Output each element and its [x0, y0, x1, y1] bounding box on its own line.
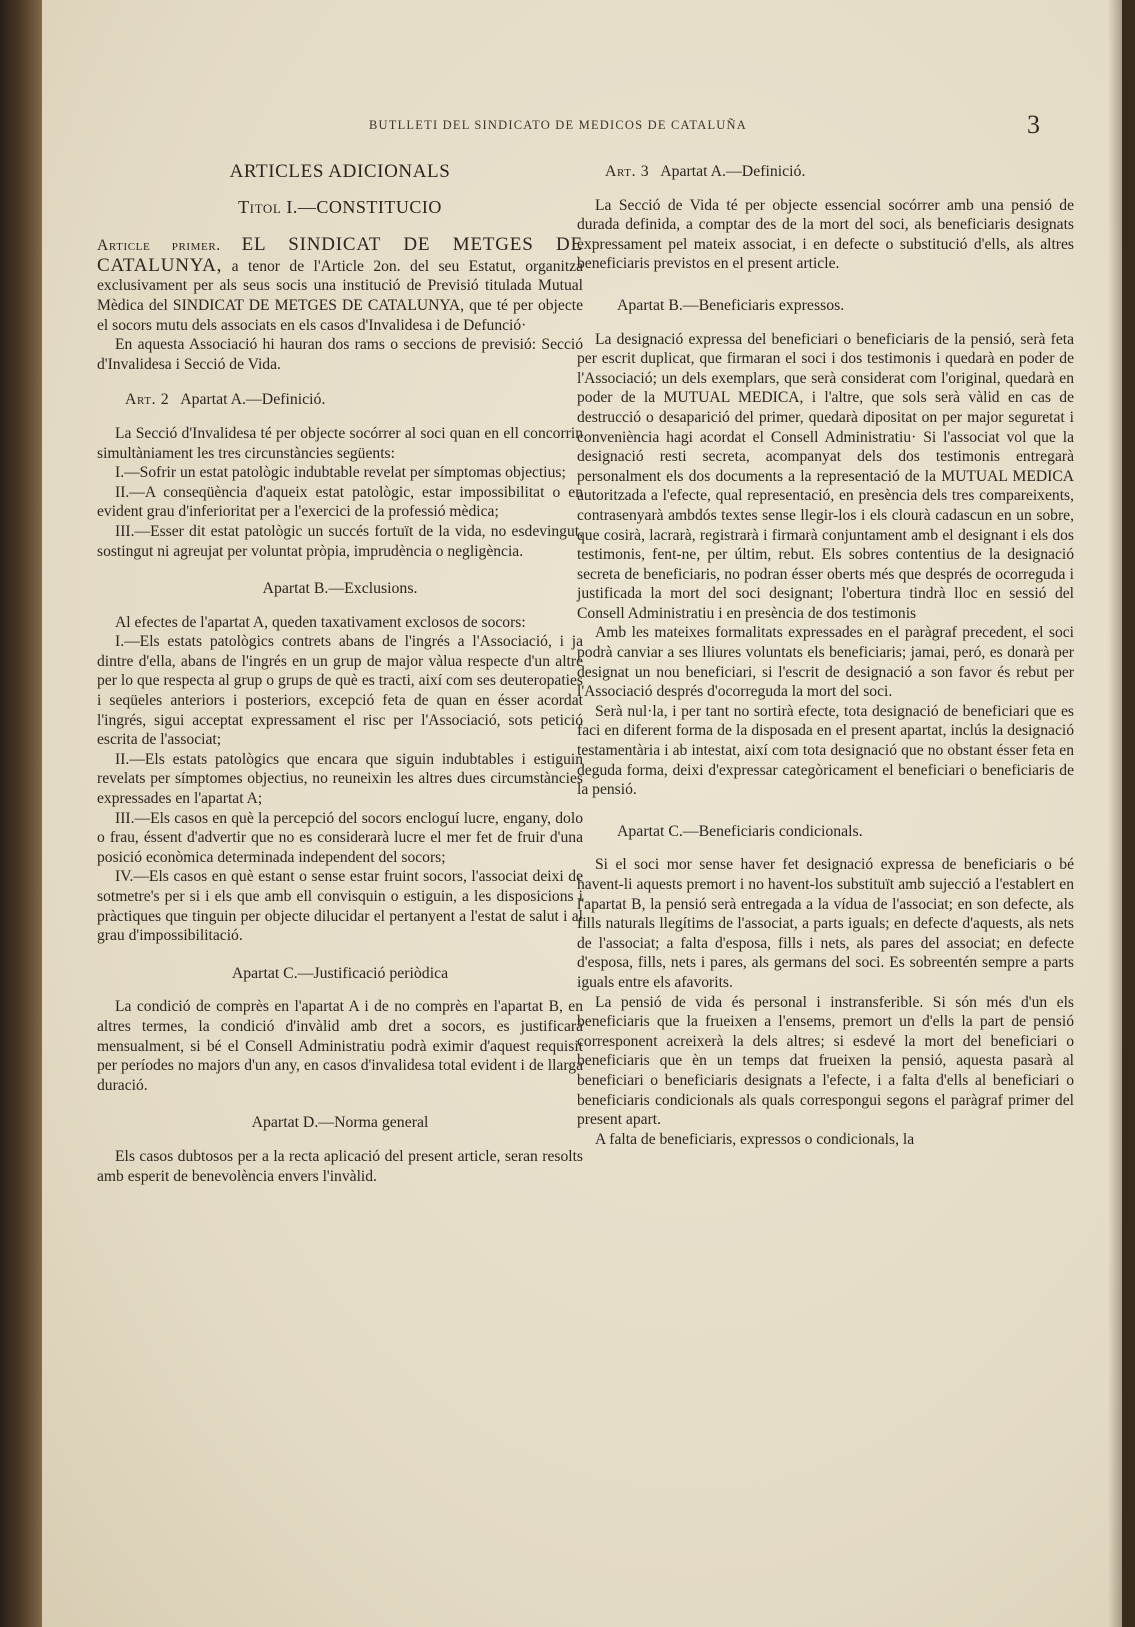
right-column [577, 162, 1074, 1149]
right-apartat-c-paragraph-1: Si el soci mor sense haver fet designació expressa de beneficiaris o bé havent-li aquests premort i no havent-los substituït amb sujecció a l'establert en l'apartat B, la pensió serà entregada a la vídua de l'associat; en son defecte, als fills naturals llegítims de l'associat, a parts iguals; en defecte d'aquests, als nets de l'associat; a falta d'esposa, fills i nets, als pares del associat; en defecte d'esposa, fills, nets i pares, als germans del soci. Es sobreentén sempre a parts iguals entre els afavorits. [577, 856, 1074, 991]
document-page [42, 0, 1122, 1627]
article-2-item-3: III.—Esser dit estat patològic un succés fortuït de la vida, no esdevingut, sostingut ni agreujat per voluntat pròpia, imprudència o negligència. [97, 522, 583, 560]
apartat-d-heading: Apartat D.—Norma general [251, 1114, 429, 1132]
article-2-heading [125, 390, 583, 410]
page-number: 3 [1027, 110, 1040, 139]
main-heading: ARTICLES ADICIONALS [229, 161, 451, 182]
right-apartat-b-paragraph-2: Amb les mateixes formalitats expressades en el paràgraf precedent, el soci podrà canviar a ses lliures voluntats els beneficiaris; jamai, peró, es donarà per designat un nou beneficiari, si l'escrit de designació a son favor és rebut per l'Associació després d'ocorreguda la mort del soci. [577, 624, 1074, 701]
running-head [42, 110, 1122, 140]
apartat-b-heading: Apartat B.—Exclusions. [262, 580, 418, 598]
right-apartat-b-paragraph-3: Serà nul·la, i per tant no sortirà efecte, tota designació de beneficiari que es faci en diferent forma de la disposada en el present apartat, inclús la designació testamentària i ab intestat, així com tota designació que no obstant ésser feta en deguda forma, deixi d'expressar categòricament el beneficiari o beneficiaris de la pensió. [577, 702, 1074, 799]
page-edge-shadow [1108, 0, 1122, 1627]
left-column [97, 162, 583, 1186]
article-2-item-2: II.—A conseqüència d'aqueix estat patològic, estar impossibilitat o en evident grau d'inferioritat per a l'exercici de la professió mèdica; [97, 483, 583, 521]
article-3-title: Apartat A.—Definició. [660, 163, 806, 180]
right-apartat-b-paragraph-1: La designació expressa del beneficiari o beneficiaris de la pensió, serà feta per escrit duplicat, que firmaran el soci i dos testimonis i quedarà en poder de l'Associació; un dels exemplars, que serà considerat com l'original, quedarà en poder de la MUTUAL MEDICA, i l'altre, que sols serà vàlid en cas de destrucció o desaparició del primer, quedarà dipositat on per major seguretat i conveniència hagi acordat el Consell Administratiu· Si l'associat vol que la designació resti secreta, acompanyat dels dos testimonis entregarà personalment els dos documents a la representació de la MUTUAL MEDICA autoritzada a l'efecte, qual representació, en presència dels tres compareixents, contrasenyarà ambdós textes sense llegir-los i els clourà cadascun en un sobre, que cosirà, lacrarà, registrarà i firmarà conjuntament amb el designant i els dos testimonis, fent-ne, per últim, rebut. Els sobres contentius de la designació secreta de beneficiaris, no podran ésser oberts més que després de ocorreguda i justificada la mort del soci designant; l'obertura tindrà lloc en sessió del Consell Administratiu i en presència de dos testimonis [577, 330, 1074, 622]
article-1-paragraph-1: a tenor de l'Article 2on. del seu Estatut, organitza exclusivament per als seus socis una institució de Previsió titulada Mutual Mèdica del SINDICAT DE METGES DE CATALUNYA, que té per objecte el socors mutu dels associats en els casos d'Invalidesa i de Defunció· [97, 257, 583, 334]
article-3-heading [605, 162, 1074, 182]
right-apartat-c-heading: Apartat C.—Beneficiaris condicionals. [617, 822, 863, 840]
article-1-lead [97, 235, 583, 335]
article-1-paragraph-2: En aquesta Associació hi hauran dos rams o seccions de previsió: Secció d'Invalidesa i Secció de Vida. [97, 336, 583, 373]
right-apartat-b-heading: Apartat B.—Beneficiaris expressos. [617, 296, 845, 314]
right-apartat-c-paragraph-2: La pensió de vida és personal i instransferible. Si són més d'un els beneficiaris que la frueixen a l'ensems, premort un d'ells la part de pensió corresponent acreixerà la dels altres; si esdevé la mort del beneficiari o beneficiaris que èn un temps dat frueixen la pensió, aquesta pasarà al beneficiari o beneficiaris designats a l'efecte, i a falta d'ells al beneficiari o beneficiaris condicionals als quals correspongui segons el paràgraf primer del present apart. [577, 993, 1074, 1129]
article-2-title: Apartat A.—Definició. [180, 391, 326, 409]
apartat-b-item-2: II.—Els estats patològics que encara que siguin indubtables i estiguin revelats per símptomes objectius, no reuneixin les altres dues circumstàncies expressades en l'apartat A; [97, 750, 583, 808]
apartat-b-paragraph-1: Al efectes de l'apartat A, queden taxativament exclosos de socors: [115, 613, 526, 631]
apartat-b-item-4: IV.—Els casos en què estant o sense estar fruint socors, l'associat deixi de sotmetre's per si i els que amb ell convisquin o estiguin, a les disposicions i pràctiques que tinguin per objecte dilucidar el pertanyent a l'estat de salut i al grau d'impossibilitació. [97, 868, 583, 945]
titol-text: I.—CONSTITUCIO [286, 196, 442, 217]
titol-label: Titol [238, 196, 282, 217]
article-3-label: Art. 3 [605, 163, 650, 180]
apartat-c-heading: Apartat C.—Justificació periòdica [231, 964, 449, 982]
titol-heading [97, 198, 583, 218]
article-1-lead-text: EL SINDICAT DE METGES DE CATALUNYA, [97, 234, 583, 276]
article-3-paragraph-1: La Secció de Vida té per objecte essencial socórrer amb una pensió de durada definida, a comptar des de la mort del soci, als beneficiaris designats expressament pel mateix associat, i en defecte o substitució d'ells, als altres beneficiaris previstos en el present article. [577, 196, 1074, 273]
right-apartat-c-paragraph-3: A falta de beneficiaris, expressos o condicionals, la [595, 1130, 915, 1148]
apartat-c-paragraph-1: La condició de comprès en l'apartat A i de no comprès en l'apartat B, en altres termes, la condició d'invàlid amb dret a socors, es justificarà mensualment, si bé el Consell Administratiu podrà eximir d'aquest requisit per períodes no majors d'un any, en casos d'invalidesa total evident i de llarga duració. [97, 998, 583, 1094]
apartat-d-paragraph-1: Els casos dubtosos per a la recta aplicació del present article, seran resolts amb esperit de benevolència envers l'invàlid. [97, 1147, 583, 1185]
article-2-item-1: I.—Sofrir un estat patològic indubtable revelat per símptomas objectius; [115, 464, 566, 482]
article-1-label: Article primer. [97, 237, 221, 255]
apartat-b-item-1: I.—Els estats patològics contrets abans de l'ingrés a l'Associació, i ja dintre d'ella, abans de l'ingrés en un grup de major vàlua respecte d'un altre per lo que respecta al grup o grups de què es tracti, així com ses deuteropaties i seqüeles anteriors i posteriors, excepció feta de quan en ésser acordat l'ingrés, sigui acceptat expressament el risc per l'Associació, sots petició escrita de l'associat; [97, 633, 583, 749]
running-title: BUTLLETI DEL SINDICATO DE MEDICOS DE CATALUÑA [369, 118, 747, 132]
apartat-b-item-3: III.—Els casos en què la percepció del socors encloguí lucre, engany, dolo o frau, éssent d'advertir que no es considerarà lucre el mer fet de fruir d'una posició econòmica determinada independent del socors; [97, 809, 583, 866]
article-2-paragraph-1: La Secció d'Invalidesa té per objecte socórrer al soci quan en ell concorrin simultàniament les tres circunstàncies següents: [97, 424, 583, 462]
article-2-label: Art. 2 [125, 391, 170, 409]
